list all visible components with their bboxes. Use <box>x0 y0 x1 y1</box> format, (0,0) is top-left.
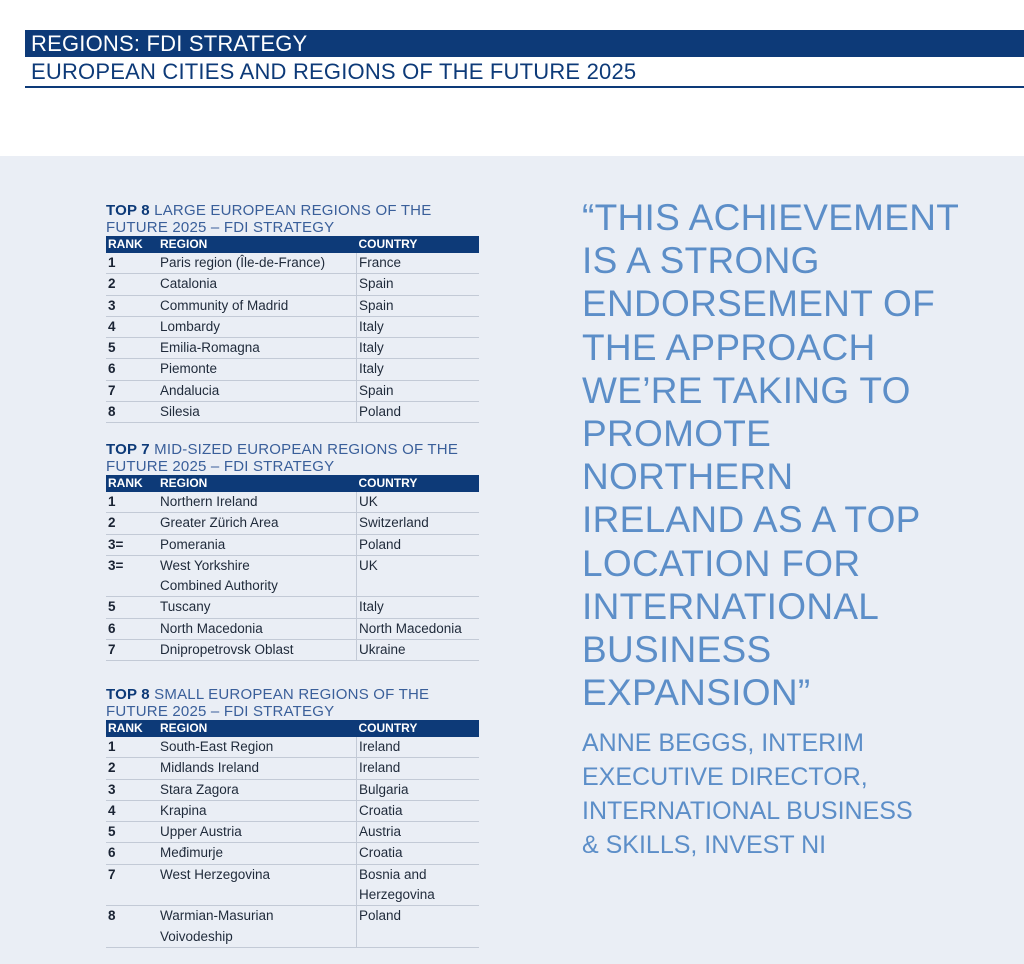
rank-cell: 3 <box>106 295 160 316</box>
table-row <box>106 402 479 423</box>
table-row <box>106 513 479 534</box>
region-cell: Northern Ireland <box>160 492 357 513</box>
pull-quote <box>582 196 1002 714</box>
table-row <box>106 822 479 843</box>
table-heading-text: SMALL EUROPEAN REGIONS OF THE FUTURE 2025 – FDI STRATEGY <box>106 686 430 720</box>
rank-cell: 7 <box>106 864 160 906</box>
region-cell: Upper Austria <box>160 822 357 843</box>
country-cell: Poland <box>357 402 480 423</box>
column-header-rank: RANK <box>106 720 160 737</box>
table-row <box>106 758 479 779</box>
quote-line: IS A STRONG <box>582 240 820 282</box>
quote-attribution <box>582 726 1002 862</box>
mid-sized-regions-table-block <box>106 441 479 661</box>
country-cell: Croatia <box>357 843 480 864</box>
country-line: Bosnia and <box>359 866 427 882</box>
small-regions-table-block <box>106 686 479 948</box>
table-heading <box>106 202 479 236</box>
rank-cell: 6 <box>106 618 160 639</box>
table-row <box>106 800 479 821</box>
region-cell: Krapina <box>160 800 357 821</box>
region-cell: North Macedonia <box>160 618 357 639</box>
table-row <box>106 316 479 337</box>
country-line: Herzegovina <box>359 887 435 903</box>
column-header-region: REGION <box>160 236 357 253</box>
rank-cell: 1 <box>106 492 160 513</box>
large-regions-table <box>106 236 479 423</box>
rank-cell: 8 <box>106 402 160 423</box>
table-row <box>106 359 479 380</box>
table-heading <box>106 686 479 720</box>
rank-cell: 1 <box>106 737 160 758</box>
table-row <box>106 597 479 618</box>
rank-cell: 6 <box>106 359 160 380</box>
mid-sized-regions-table <box>106 475 479 661</box>
large-regions-table-block <box>106 202 479 423</box>
table-row <box>106 618 479 639</box>
region-cell: Silesia <box>160 402 357 423</box>
country-cell: Spain <box>357 295 480 316</box>
column-header-country: COUNTRY <box>357 236 480 253</box>
column-header-country: COUNTRY <box>357 475 480 492</box>
table-row <box>106 555 479 597</box>
region-cell: West Herzegovina <box>160 864 357 906</box>
rank-cell: 5 <box>106 822 160 843</box>
region-cell: South-East Region <box>160 737 357 758</box>
rank-cell: 1 <box>106 253 160 274</box>
table-row <box>106 253 479 274</box>
country-cell <box>357 864 480 906</box>
table-row <box>106 779 479 800</box>
country-cell: Ireland <box>357 737 480 758</box>
rank-cell: 5 <box>106 338 160 359</box>
quote-line: PROMOTE <box>582 413 772 455</box>
region-cell: Pomerania <box>160 534 357 555</box>
header-rule <box>25 86 1024 88</box>
quote-line: “THIS ACHIEVEMENT <box>582 197 960 238</box>
table-row <box>106 640 479 661</box>
column-header-region: REGION <box>160 475 357 492</box>
attribution-line: EXECUTIVE DIRECTOR, <box>582 763 868 791</box>
country-cell: UK <box>357 492 480 513</box>
country-cell: Italy <box>357 316 480 337</box>
table-row <box>106 380 479 401</box>
table-heading-text: MID-SIZED EUROPEAN REGIONS OF THE FUTURE 2025 – FDI STRATEGY <box>106 441 459 475</box>
rank-cell: 4 <box>106 316 160 337</box>
table-header-row <box>106 720 479 737</box>
region-cell <box>160 906 357 948</box>
table-row <box>106 906 479 948</box>
quote-line: INTERNATIONAL <box>582 585 880 627</box>
rank-cell: 3= <box>106 555 160 597</box>
region-cell: Paris region (Île-de-France) <box>160 253 357 274</box>
attribution-line: & SKILLS, INVEST NI <box>582 831 827 859</box>
country-cell: Ireland <box>357 758 480 779</box>
table-heading-bold: TOP 7 <box>106 441 150 458</box>
section-kicker: REGIONS: FDI STRATEGY <box>31 31 308 56</box>
rank-cell: 5 <box>106 597 160 618</box>
region-line: Warmian-Masurian <box>160 908 274 924</box>
attribution-line: INTERNATIONAL BUSINESS <box>582 797 913 825</box>
country-cell: Italy <box>357 359 480 380</box>
region-cell: Lombardy <box>160 316 357 337</box>
region-line: Voivodeship <box>160 928 233 944</box>
region-cell <box>160 555 357 597</box>
column-header-region: REGION <box>160 720 357 737</box>
region-cell: Piemonte <box>160 359 357 380</box>
rank-cell: 6 <box>106 843 160 864</box>
country-cell: UK <box>357 555 480 597</box>
country-cell: Croatia <box>357 800 480 821</box>
country-cell: Austria <box>357 822 480 843</box>
country-cell: Poland <box>357 534 480 555</box>
column-header-rank: RANK <box>106 236 160 253</box>
attribution-line: ANNE BEGGS, INTERIM <box>582 729 864 757</box>
rank-cell: 4 <box>106 800 160 821</box>
region-line: Combined Authority <box>160 578 278 594</box>
quote-line: NORTHERN <box>582 456 794 498</box>
country-cell: North Macedonia <box>357 618 480 639</box>
table-heading-bold: TOP 8 <box>106 202 150 219</box>
country-cell: Ukraine <box>357 640 480 661</box>
region-cell: Tuscany <box>160 597 357 618</box>
region-cell: Stara Zagora <box>160 779 357 800</box>
table-row <box>106 864 479 906</box>
country-cell: Italy <box>357 597 480 618</box>
region-line: West Yorkshire <box>160 557 250 573</box>
rank-cell: 3= <box>106 534 160 555</box>
region-cell: Midlands Ireland <box>160 758 357 779</box>
region-cell: Catalonia <box>160 274 357 295</box>
table-row <box>106 843 479 864</box>
table-heading <box>106 441 479 475</box>
quote-line: ENDORSEMENT OF <box>582 283 935 325</box>
table-header-row <box>106 236 479 253</box>
table-heading-text: LARGE EUROPEAN REGIONS OF THE FUTURE 2025 – FDI STRATEGY <box>106 202 432 236</box>
country-cell: Bulgaria <box>357 779 480 800</box>
column-header-country: COUNTRY <box>357 720 480 737</box>
table-row <box>106 274 479 295</box>
region-cell: Greater Zürich Area <box>160 513 357 534</box>
rank-cell: 2 <box>106 758 160 779</box>
rank-cell: 2 <box>106 513 160 534</box>
country-cell: Poland <box>357 906 480 948</box>
table-row <box>106 338 479 359</box>
country-cell: France <box>357 253 480 274</box>
country-cell: Spain <box>357 274 480 295</box>
region-cell: Community of Madrid <box>160 295 357 316</box>
region-cell: Andalucia <box>160 380 357 401</box>
rank-cell: 3 <box>106 779 160 800</box>
rank-cell: 7 <box>106 380 160 401</box>
small-regions-table <box>106 720 479 948</box>
table-heading-bold: TOP 8 <box>106 686 150 703</box>
region-cell: Međimurje <box>160 843 357 864</box>
country-cell: Switzerland <box>357 513 480 534</box>
quote-line: WE’RE TAKING TO <box>582 369 911 411</box>
table-row <box>106 534 479 555</box>
rank-cell: 2 <box>106 274 160 295</box>
table-row <box>106 295 479 316</box>
region-cell: Dnipropetrovsk Oblast <box>160 640 357 661</box>
table-header-row <box>106 475 479 492</box>
rank-cell: 8 <box>106 906 160 948</box>
article-title: EUROPEAN CITIES AND REGIONS OF THE FUTURE 2025 <box>31 59 637 84</box>
quote-line: LOCATION FOR <box>582 542 861 584</box>
rank-cell: 7 <box>106 640 160 661</box>
quote-line: BUSINESS <box>582 629 772 671</box>
region-cell: Emilia-Romagna <box>160 338 357 359</box>
table-row <box>106 492 479 513</box>
country-cell: Spain <box>357 380 480 401</box>
quote-line: THE APPROACH <box>582 326 876 368</box>
column-header-rank: RANK <box>106 475 160 492</box>
table-row <box>106 737 479 758</box>
country-cell: Italy <box>357 338 480 359</box>
quote-line: IRELAND AS A TOP <box>582 499 921 541</box>
quote-line: EXPANSION” <box>582 672 811 714</box>
